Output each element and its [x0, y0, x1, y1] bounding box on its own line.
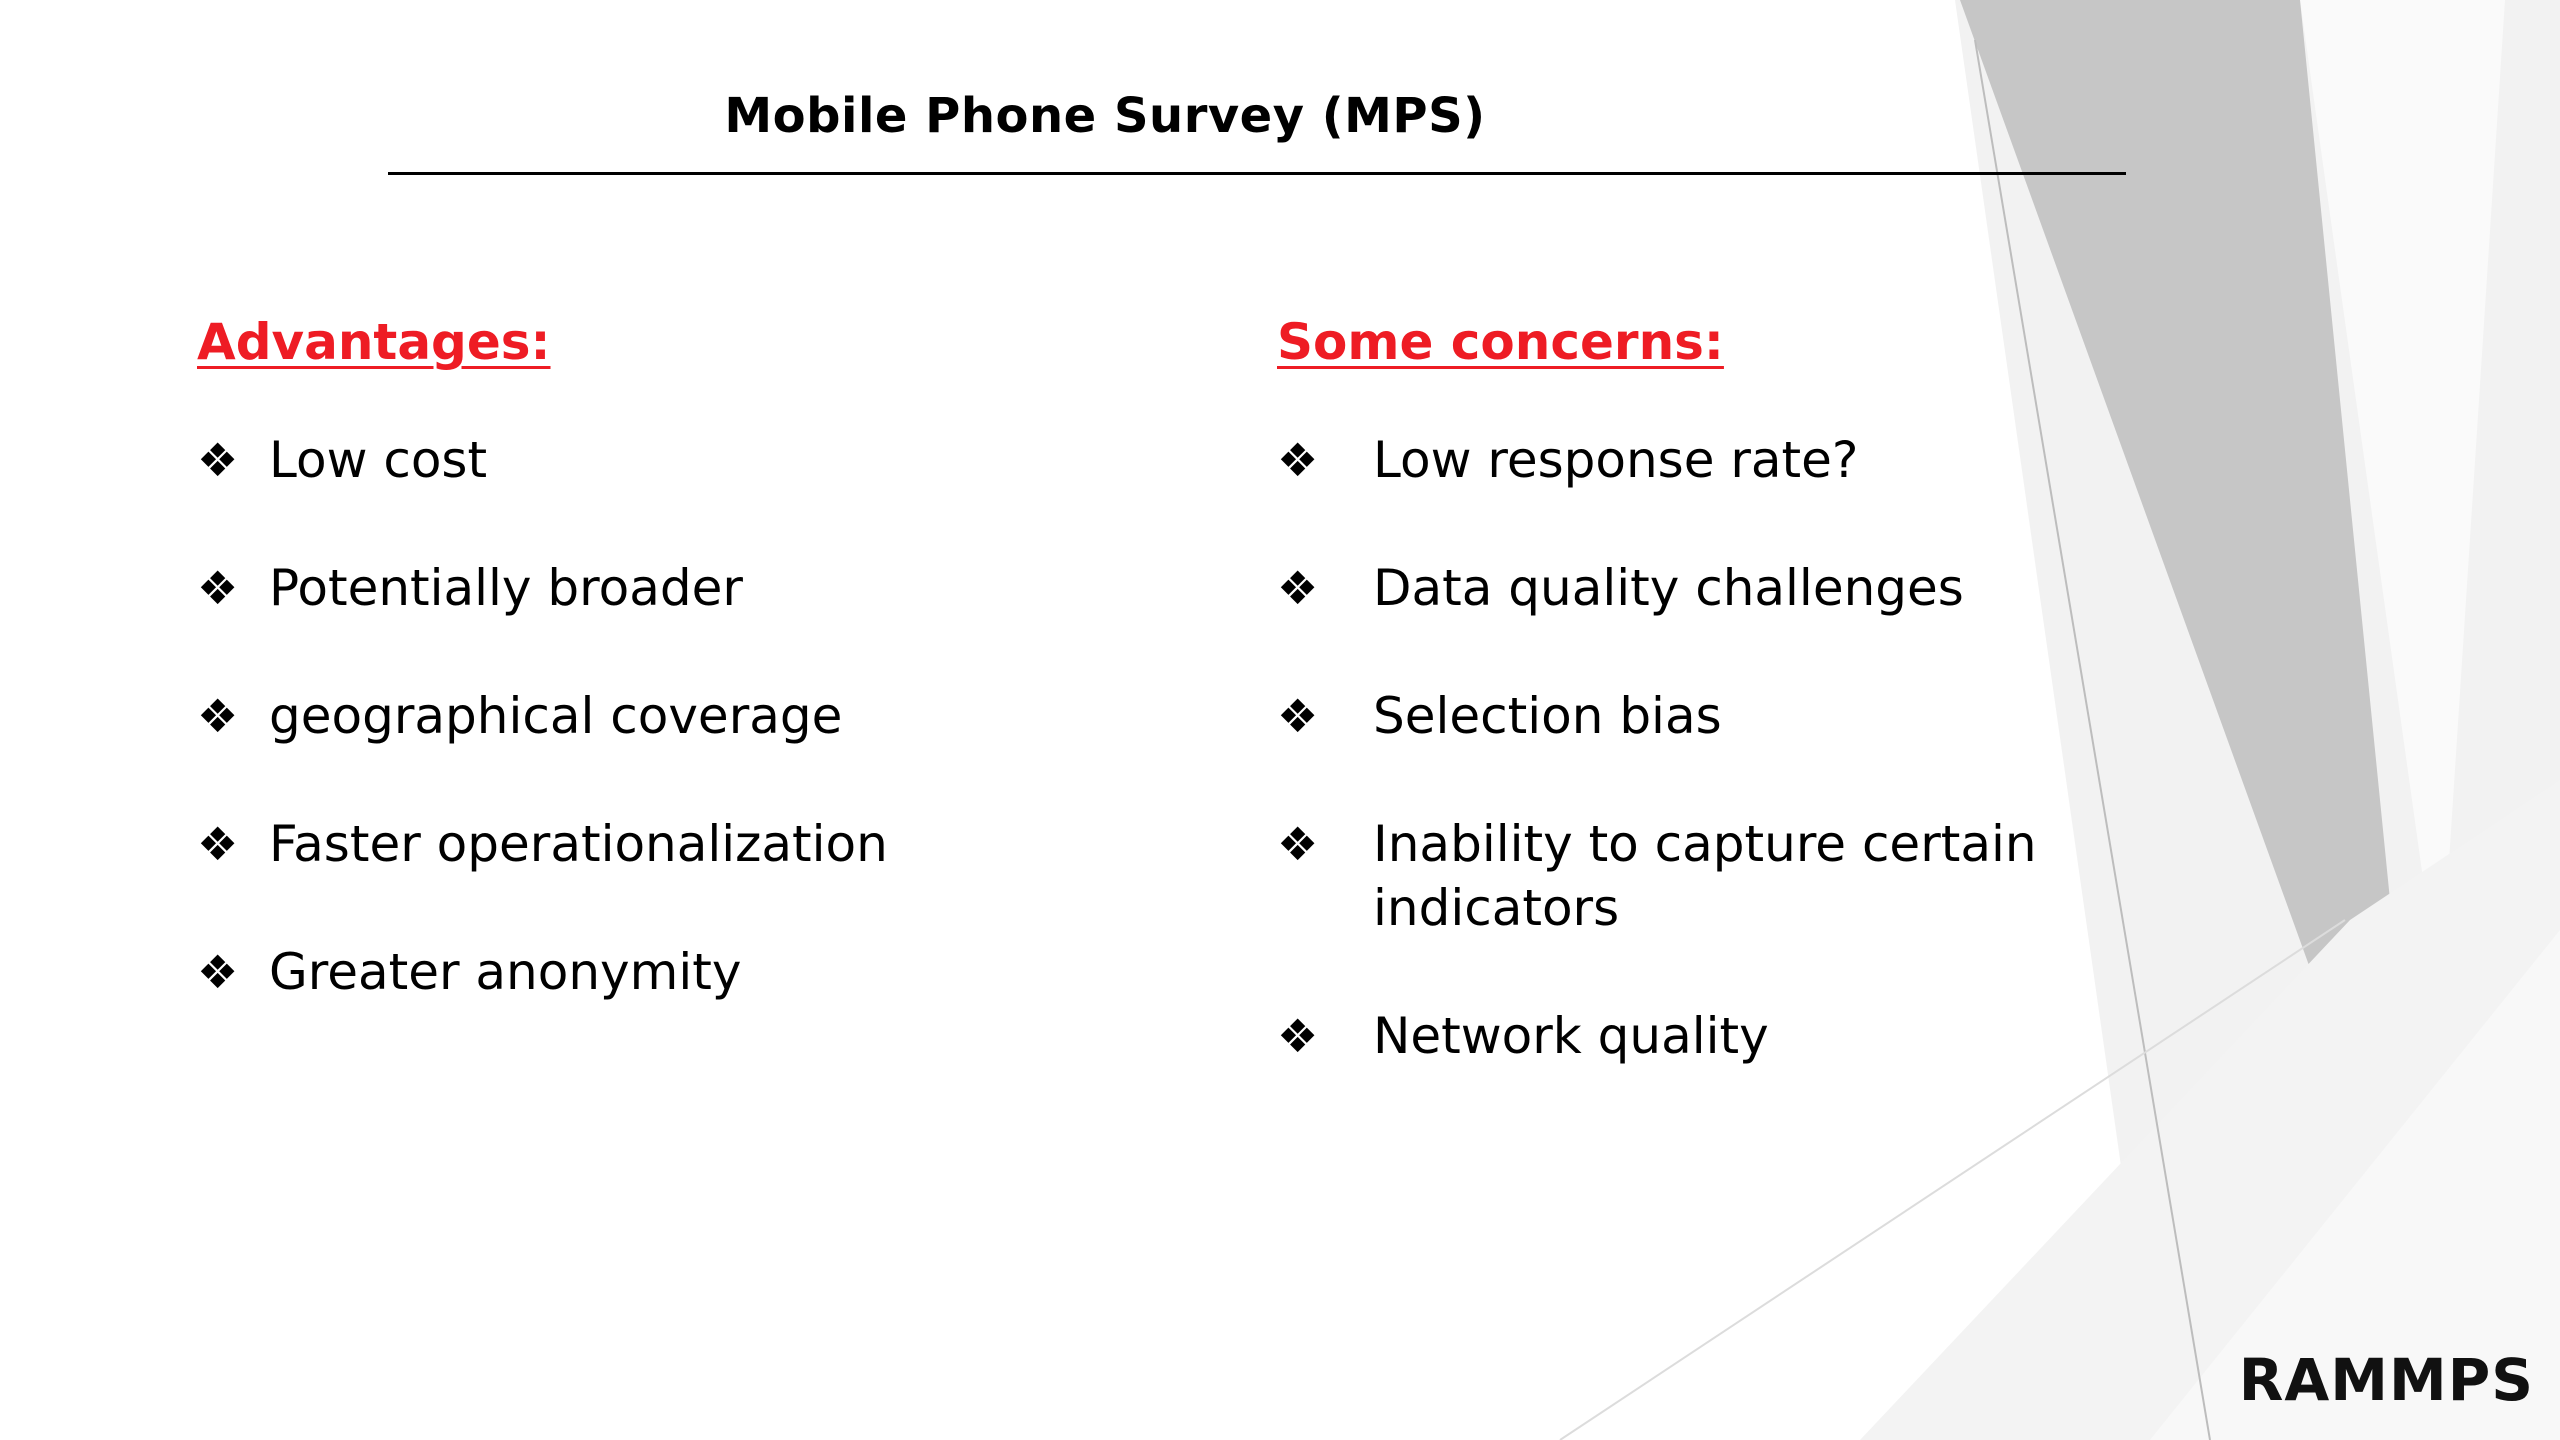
concerns-list: [1277, 428, 2177, 1068]
slide-title: Mobile Phone Survey (MPS): [724, 88, 1486, 144]
concern-text: Network quality: [1373, 1007, 1769, 1065]
four-diamond-bullet-icon: ❖: [197, 817, 239, 871]
advantage-text: geographical coverage: [269, 687, 843, 745]
concern-text: Selection bias: [1373, 687, 1722, 745]
four-diamond-bullet-icon: ❖: [1277, 689, 1319, 743]
advantages-list-item: [197, 556, 1217, 620]
title-underline-rule: [388, 172, 2126, 175]
concerns-list-item: [1277, 428, 2177, 492]
four-diamond-bullet-icon: ❖: [1277, 817, 1319, 871]
advantages-column: [197, 306, 1217, 1068]
advantage-text: Low cost: [269, 431, 488, 489]
concerns-list-item: [1277, 684, 2177, 748]
concerns-list-item: [1277, 1004, 2177, 1068]
four-diamond-bullet-icon: ❖: [1277, 561, 1319, 615]
four-diamond-bullet-icon: ❖: [197, 689, 239, 743]
advantage-text: Faster operationalization: [269, 815, 888, 873]
concerns-list-item: [1277, 556, 2177, 620]
four-diamond-bullet-icon: ❖: [1277, 1009, 1319, 1063]
rammps-logo: RAMMPS: [2238, 1346, 2534, 1414]
four-diamond-bullet-icon: ❖: [197, 433, 239, 487]
concerns-heading: Some concerns:: [1277, 313, 1724, 371]
concerns-list-item: [1277, 812, 2177, 940]
advantages-list: [197, 428, 1217, 1004]
concerns-column: [1277, 306, 2177, 1132]
advantages-list-item: [197, 812, 1217, 876]
advantages-list-item: [197, 684, 1217, 748]
advantages-list-item: [197, 940, 1217, 1004]
concern-text: Inability to capture certain indicators: [1373, 815, 2037, 937]
advantage-text: Greater anonymity: [269, 943, 742, 1001]
advantage-text: Potentially broader: [269, 559, 743, 617]
concern-text: Data quality challenges: [1373, 559, 1964, 617]
concern-text: Low response rate?: [1373, 431, 1859, 489]
four-diamond-bullet-icon: ❖: [197, 945, 239, 999]
advantages-list-item: [197, 428, 1217, 492]
four-diamond-bullet-icon: ❖: [197, 561, 239, 615]
advantages-heading: Advantages:: [197, 313, 551, 371]
four-diamond-bullet-icon: ❖: [1277, 433, 1319, 487]
